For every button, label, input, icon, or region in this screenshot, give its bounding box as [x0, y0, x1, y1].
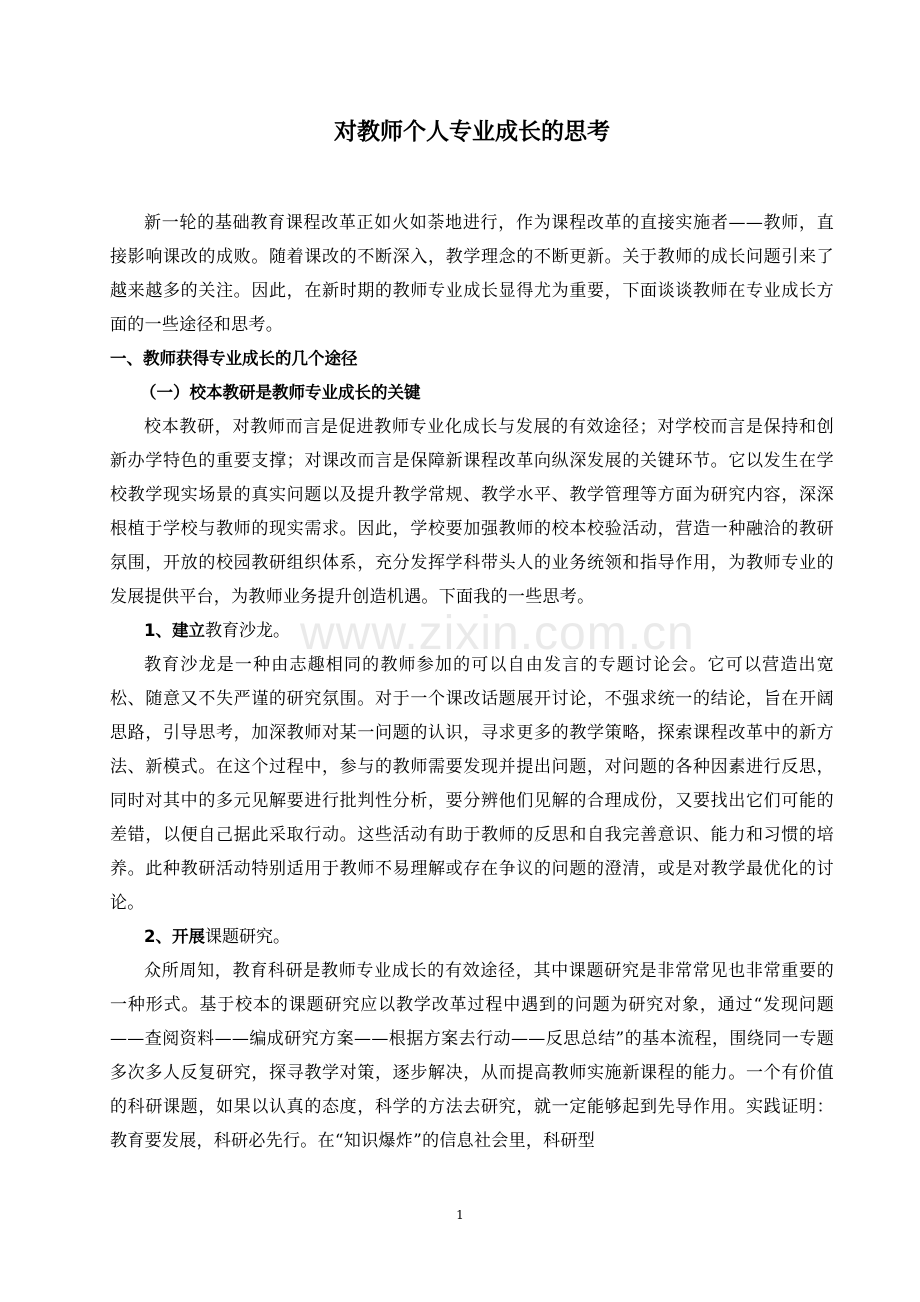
salon-paragraph: 教育沙龙是一种由志趣相同的教师参加的可以自由发言的专题讨论会。它可以营造出宽松、随意又不失严谨的研究氛围。对于一个课改话题展开讨论，不强求统一的结论，旨在开阔思路，引导思考，加深教师对某一问题的认识，寻求更多的教学策略，探索课程改革中的新方法、新模式。在这个过程中，参与的教师需要发现并提出问题，对问题的各种因素进行反思，同时对其中的多元见解要进行批判性分析，要分辨他们见解的合理成份，又要找出它们可能的差错，以便自己据此采取行动。这些活动有助于教师的反思和自我完善意识、能力和习惯的培养。此种教研活动特别适用于教师不易理解或存在争议的问题的澄清，或是对教学最优化的讨论。 — [110, 655, 834, 913]
document-title: 对教师个人专业成长的思考 — [334, 119, 610, 145]
school-research-paragraph: 校本教研，对教师而言是促进教师专业化成长与发展的有效途径；对学校而言是保持和创新办学特色的重要支撑；对课改而言是保障新课程改革向纵深发展的关键环节。它以发生在学校教学现实场景的真实问题以及提升教学常规、教学水平、教学管理等方面为研究内容，深深根植于学校与教师的现实需求。因此，学校要加强教师的校本校验活动，营造一种融洽的教研氛围，开放的校园教研组织体系，充分发挥学科带头人的业务统领和指导作用，为教师专业的发展提供平台，为教师业务提升创造机遇。下面我的一些思考。 — [110, 417, 834, 607]
topic-paragraph: 众所周知，教育科研是教师专业成长的有效途径，其中课题研究是非常常见也非常重要的一种形式。基于校本的课题研究应以教学改革过程中遇到的问题为研究对象，通过“发现问题——查阅资料——编成研究方案——根据方案去行动——反思总结”的基本流程，围绕同一专题多次多人反复研究，探寻教学对策，逐步解决，从而提高教师实施新课程的能力。一个有价值的科研课题，如果以认真的态度，科学的方法去研究，就一定能够起到先导作用。实践证明：教育要发展，科研必先行。在“知识爆炸”的信息社会里，科研型 — [110, 961, 834, 1151]
item-heading-topic-bold: 2、开展 — [144, 927, 205, 946]
item-heading-topic — [110, 920, 834, 954]
item-heading-salon — [110, 614, 834, 648]
subsection-heading: （一）校本教研是教师专业成长的关键 — [140, 383, 421, 402]
section-heading: 一、教师获得专业成长的几个途径 — [110, 349, 358, 368]
intro-paragraph: 新一轮的基础教育课程改革正如火如荼地进行，作为课程改革的直接实施者——教师，直接影响课改的成败。随着课改的不断深入，教学理念的不断更新。关于教师的成长问题引来了越来越多的关注。因此，在新时期的教师专业成长显得尤为重要，下面谈谈教师在专业成长方面的一些途径和思考。 — [110, 213, 834, 335]
page-number: 1 — [456, 1208, 464, 1222]
document-body — [110, 112, 834, 1158]
item-heading-topic-rest: 课题研究。 — [204, 927, 290, 947]
item-heading-salon-bold: 1、建立 — [144, 621, 205, 640]
watermark: www.zixin.com.cn — [300, 607, 695, 660]
item-heading-salon-rest: 教育沙龙。 — [204, 621, 290, 641]
